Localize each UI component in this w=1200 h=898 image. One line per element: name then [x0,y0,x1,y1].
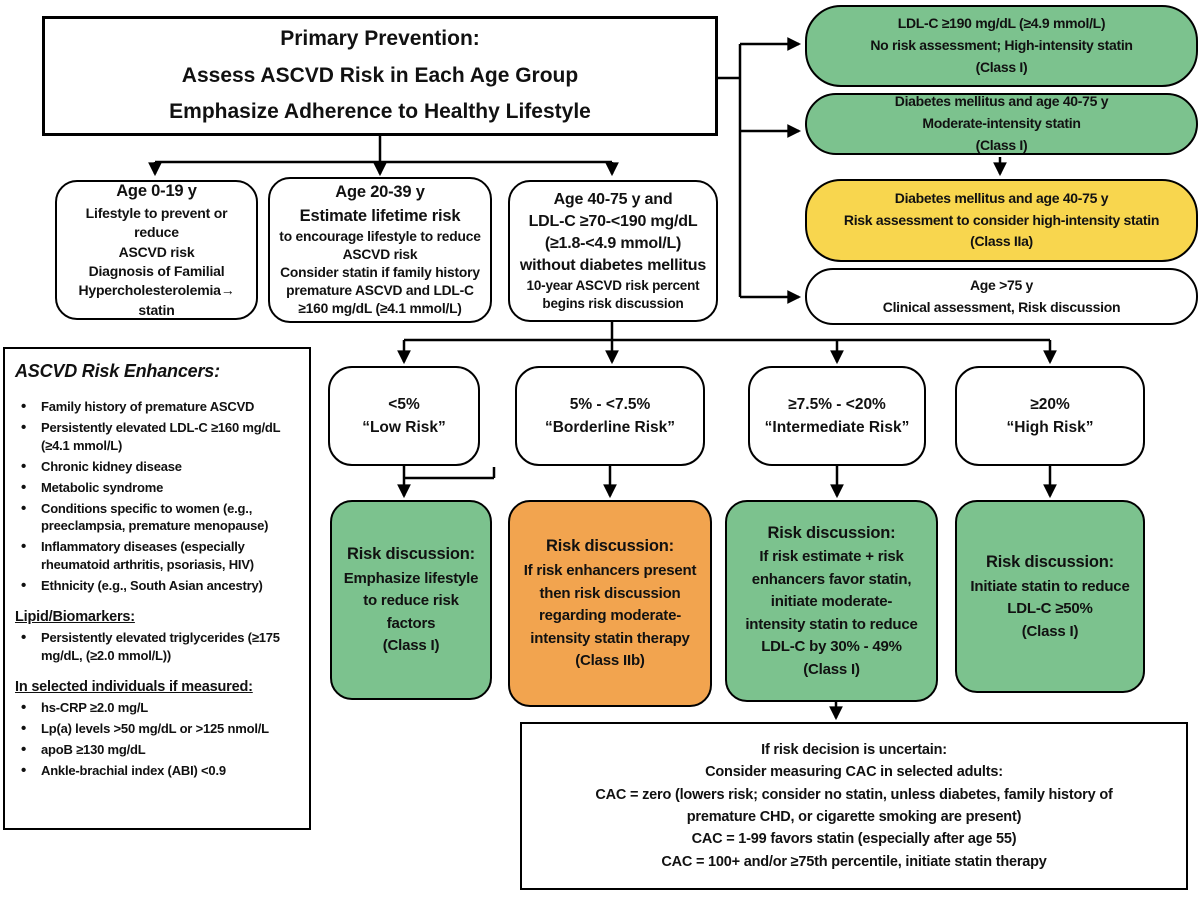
risk-discussion-heading: Risk discussion: [546,537,674,556]
risk-enhancers-panel [3,347,311,830]
list-item: • apoB ≥130 mg/dL [15,741,301,759]
box-line: enhancers favor statin, [751,570,912,588]
risk-percent: ≥20% [1030,395,1070,413]
box-line: (Class IIa) [970,233,1033,250]
selected-individuals-heading: In selected individuals if measured: [15,679,253,696]
box-line: If risk estimate + risk [759,548,904,566]
box-intermediate-risk [748,366,926,466]
risk-enhancers-list [15,398,301,595]
box-line: (Class IIb) [575,652,645,670]
box-line: Age 40-75 y and [553,190,673,208]
risk-enhancers-heading: ASCVD Risk Enhancers: [15,361,220,381]
box-ldl190-high-intensity [805,5,1198,87]
box-line: LDL-C ≥190 mg/dL (≥4.9 mmol/L) [897,15,1106,32]
box-line: begins risk discussion [542,296,684,312]
title-line: Assess ASCVD Risk in Each Age Group [181,63,579,87]
age-box-heading: Age 0-19 y [116,182,197,201]
box-line: (Class I) [975,136,1028,153]
box-line: No risk assessment; High-intensity statin [870,37,1133,54]
selected-individuals-list [15,699,301,780]
box-line: (Class I) [1021,622,1079,640]
box-line: regarding moderate- [538,607,682,625]
box-line: then risk discussion [539,584,681,602]
box-line: (Class I) [975,58,1028,75]
lipid-biomarkers-list [15,629,301,665]
risk-label: “Intermediate Risk” [764,419,910,436]
risk-discussion-heading: Risk discussion: [986,552,1114,571]
box-line: If risk enhancers present [523,562,697,580]
list-item: • Persistently elevated LDL-C ≥160 mg/dL (≥4.1 mmol/L) [15,419,301,455]
list-item: • Persistently elevated triglycerides (≥175 mg/dL, (≥2.0 mmol/L)) [15,629,301,665]
risk-label: “Borderline Risk” [544,419,676,436]
box-risk-discussion-high [955,500,1145,693]
box-line: 10-year ASCVD risk percent [526,277,700,293]
box-line: ASCVD risk [118,243,195,260]
box-line: Initiate statin to reduce [970,577,1130,595]
box-borderline-risk [515,366,705,466]
age-box-heading: Age 20-39 y [335,183,425,202]
list-item: • Lp(a) levels >50 mg/dL or >125 nmol/L [15,720,301,738]
box-line: Age >75 y [969,276,1034,293]
box-line: premature CHD, or cigarette smoking are present) [686,809,1022,825]
lipid-biomarkers-heading: Lipid/Biomarkers: [15,609,135,626]
box-line: Diabetes mellitus and age 40-75 y [894,189,1109,206]
box-diabetes-risk-assessment [805,179,1198,262]
connector-low-borderline-bracket [404,466,494,478]
box-age-40-75 [508,180,718,322]
list-item: • Ankle-brachial index (ABI) <0.9 [15,762,301,780]
age-box-subheading: Estimate lifetime risk [299,207,461,226]
risk-discussion-heading: Risk discussion: [767,523,896,542]
box-line: LDL-C by 30% - 49% [761,638,902,656]
list-item: • Ethnicity (e.g., South Asian ancestry) [15,577,301,595]
box-line: factors [386,614,436,632]
box-line: Risk assessment to consider high-intensity statin [843,211,1160,228]
box-line: ≥160 mg/dL (≥4.1 mmol/L) [298,301,462,317]
box-line: (Class I) [803,660,860,678]
risk-label: “Low Risk” [362,419,446,436]
box-line: LDL-C ≥70-<190 mg/dL [528,212,698,230]
box-line: Consider statin if family history [280,265,480,280]
box-risk-discussion-intermediate [725,500,938,702]
box-line: CAC = zero (lowers risk; consider no statin, unless diabetes, family history of [595,786,1113,803]
box-line: ASCVD risk [342,246,418,262]
box-line: Emphasize lifestyle [343,569,479,587]
list-item: • hs-CRP ≥2.0 mg/L [15,699,301,717]
box-line: without diabetes mellitus [519,256,707,274]
box-line: to encourage lifestyle to reduce [279,228,481,244]
box-age-20-39 [268,177,492,323]
risk-percent: ≥7.5% - <20% [788,395,886,413]
box-line: intensity statin to reduce [745,615,918,633]
box-line: CAC = 1-99 favors statin (especially after age 55) [691,831,1017,848]
box-line: premature ASCVD and LDL-C [286,283,474,299]
box-age-over-75 [805,268,1198,325]
box-diabetes-moderate-statin [805,93,1198,155]
risk-discussion-heading: Risk discussion: [347,545,475,564]
title-line: Emphasize Adherence to Healthy Lifestyle [169,100,591,124]
box-line: Diagnosis of Familial [88,262,225,279]
box-line: Clinical assessment, Risk discussion [882,298,1121,315]
box-line: to reduce risk [363,592,459,610]
list-item: • Metabolic syndrome [15,479,301,497]
list-item: • Conditions specific to women (e.g., preeclampsia, premature menopause) [15,500,301,536]
box-line: CAC = 100+ and/or ≥75th percentile, initiate statin therapy [661,853,1047,870]
box-line: If risk decision is uncertain: [761,741,947,758]
box-low-risk [328,366,480,466]
box-line: Consider measuring CAC in selected adults: [705,764,1003,781]
box-line: intensity statin therapy [530,629,690,647]
box-line: Lifestyle to prevent or reduce [85,205,228,241]
box-risk-discussion-borderline [508,500,712,707]
box-age-0-19 [55,180,258,320]
list-item: • Family history of premature ASCVD [15,398,301,416]
box-line: (Class I) [382,637,440,655]
box-line: Diabetes mellitus and age 40-75 y [894,93,1109,110]
title-line: Primary Prevention: [280,26,480,50]
box-line: (≥1.8-<4.9 mmol/L) [544,234,682,252]
title-box [42,16,718,136]
box-cac-uncertain [520,722,1188,890]
box-line: LDL-C ≥50% [1007,600,1093,618]
risk-label: “High Risk” [1006,419,1094,436]
risk-percent: 5% - <7.5% [569,395,651,413]
box-high-risk [955,366,1145,466]
box-line: Moderate-intensity statin [922,115,1081,132]
box-line: Hypercholesterolemia→ statin [78,282,235,318]
box-line: initiate moderate- [770,593,893,611]
list-item: • Chronic kidney disease [15,458,301,476]
box-risk-discussion-low [330,500,492,700]
connector-age-row [155,136,612,162]
list-item: • Inflammatory diseases (especially rheumatoid arthritis, psoriasis, HIV) [15,538,301,574]
risk-percent: <5% [388,395,420,413]
